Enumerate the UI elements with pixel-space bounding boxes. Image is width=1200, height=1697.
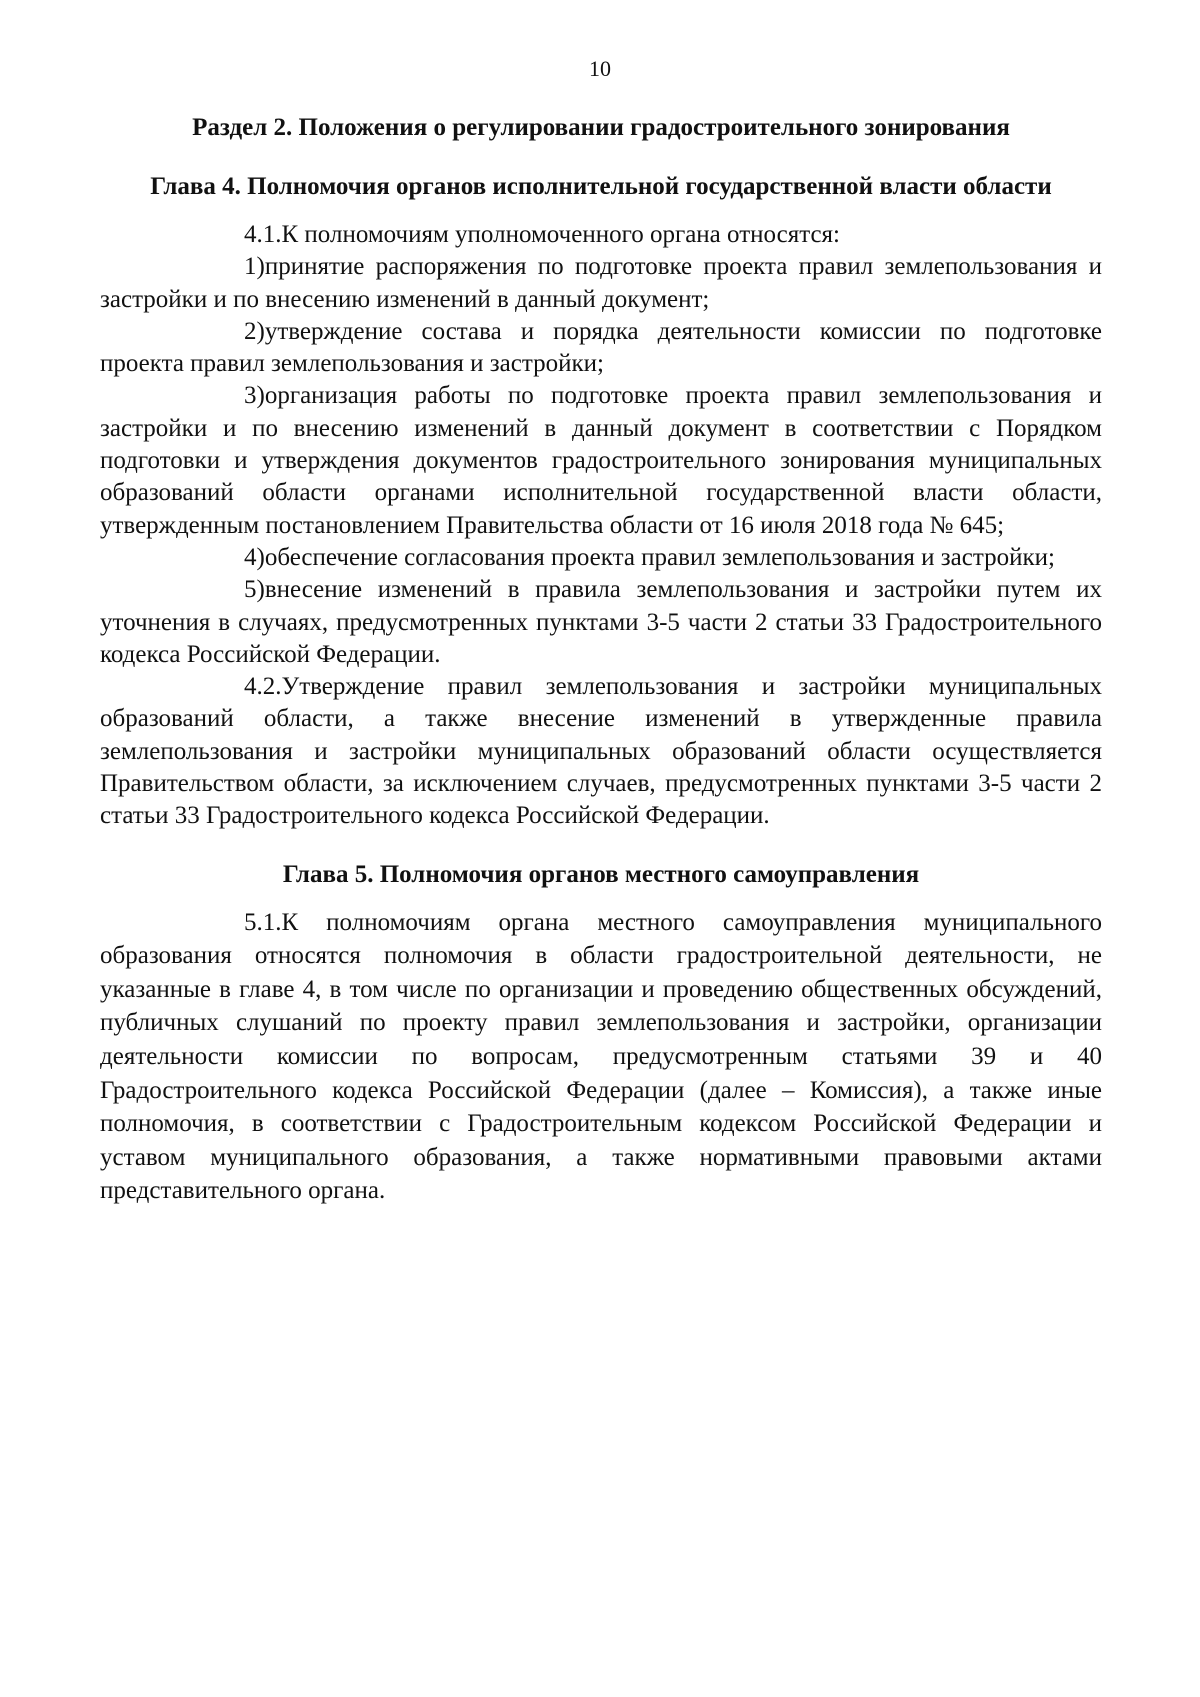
list-item-number: 2) bbox=[244, 317, 265, 345]
list-item-3 bbox=[100, 380, 1102, 541]
chapter-5-title: Глава 5. Полномочия органов местного самоуправления bbox=[282, 860, 920, 888]
paragraph-4-2 bbox=[100, 671, 1102, 832]
list-item-4 bbox=[100, 542, 1102, 574]
paragraph-number: 4.1. bbox=[244, 221, 282, 248]
list-item-text: утверждение состава и порядка деятельности комиссии по подготовке проекта правил землепользования и застройки; bbox=[100, 317, 1102, 378]
list-item-number: 1) bbox=[244, 253, 265, 281]
paragraph-text: Утверждение правил землепользования и застройки муниципальных образований области, а также внесение изменений в утвержденные правила землепользования и застройки муниципальных образований области осуществляется Правительством области, за исключением случаев, предусмотренных пунктами 3-5 части 2 статьи 33 Градостроительного кодекса Российской Федерации. bbox=[100, 673, 1102, 830]
section-title: Раздел 2. Положения о регулировании градостроительного зонирования bbox=[192, 114, 1010, 141]
list-item-2 bbox=[100, 316, 1102, 381]
paragraph-5-1 bbox=[100, 906, 1102, 1208]
list-item-text: принятие распоряжения по подготовке проекта правил землепользования и застройки и по внесению изменений в данный документ; bbox=[100, 253, 1102, 313]
paragraph-4-1 bbox=[100, 219, 1102, 251]
list-item-5 bbox=[100, 574, 1102, 671]
list-item-text: организация работы по подготовке проекта правил землепользования и застройки и по внесению изменений в данный документ в соответствии с Порядком подготовки и утверждения документов градостроительного зонирования муниципальных образований области органами исполнительной государственной власти области, утвержденным постановлением Правительства области от 16 июля 2018 года № 645; bbox=[100, 382, 1102, 539]
paragraph-text: К полномочиям органа местного самоуправления муниципального образования относятся полномочия в области градостроительной деятельности, не указанные в главе 4, в том числе по организации и проведению общественных обсуждений, публичных слушаний по проекту правил землепользования и застройки, организации деятельности комиссии по вопросам, предусмотренным статьями 39 и 40 Градостроительного кодекса Российской Федерации (далее – Комиссия), а также иные полномочия, в соответствии с Градостроительным кодексом Российской Федерации и уставом муниципального образования, а также нормативными правовыми актами представительного органа. bbox=[100, 908, 1102, 1205]
list-item-number: 4) bbox=[244, 543, 265, 571]
list-item-number: 5) bbox=[244, 576, 265, 604]
list-item-text: обеспечение согласования проекта правил землепользования и застройки; bbox=[264, 543, 1055, 571]
list-item-number: 3) bbox=[244, 382, 265, 410]
paragraph-text: К полномочиям уполномоченного органа относятся: bbox=[281, 221, 840, 248]
paragraph-number: 5.1. bbox=[244, 908, 282, 936]
list-item-1 bbox=[100, 251, 1102, 316]
paragraph-number: 4.2. bbox=[244, 673, 282, 701]
chapter-4-title: Глава 4. Полномочия органов исполнительной государственной власти области bbox=[150, 173, 1052, 200]
document-body bbox=[100, 112, 1102, 1208]
list-item-text: внесение изменений в правила землепользования и застройки путем их уточнения в случаях, предусмотренных пунктами 3-5 части 2 статьи 33 Градостроительного кодекса Российской Федерации. bbox=[100, 576, 1102, 668]
page-number: 10 bbox=[589, 56, 611, 81]
